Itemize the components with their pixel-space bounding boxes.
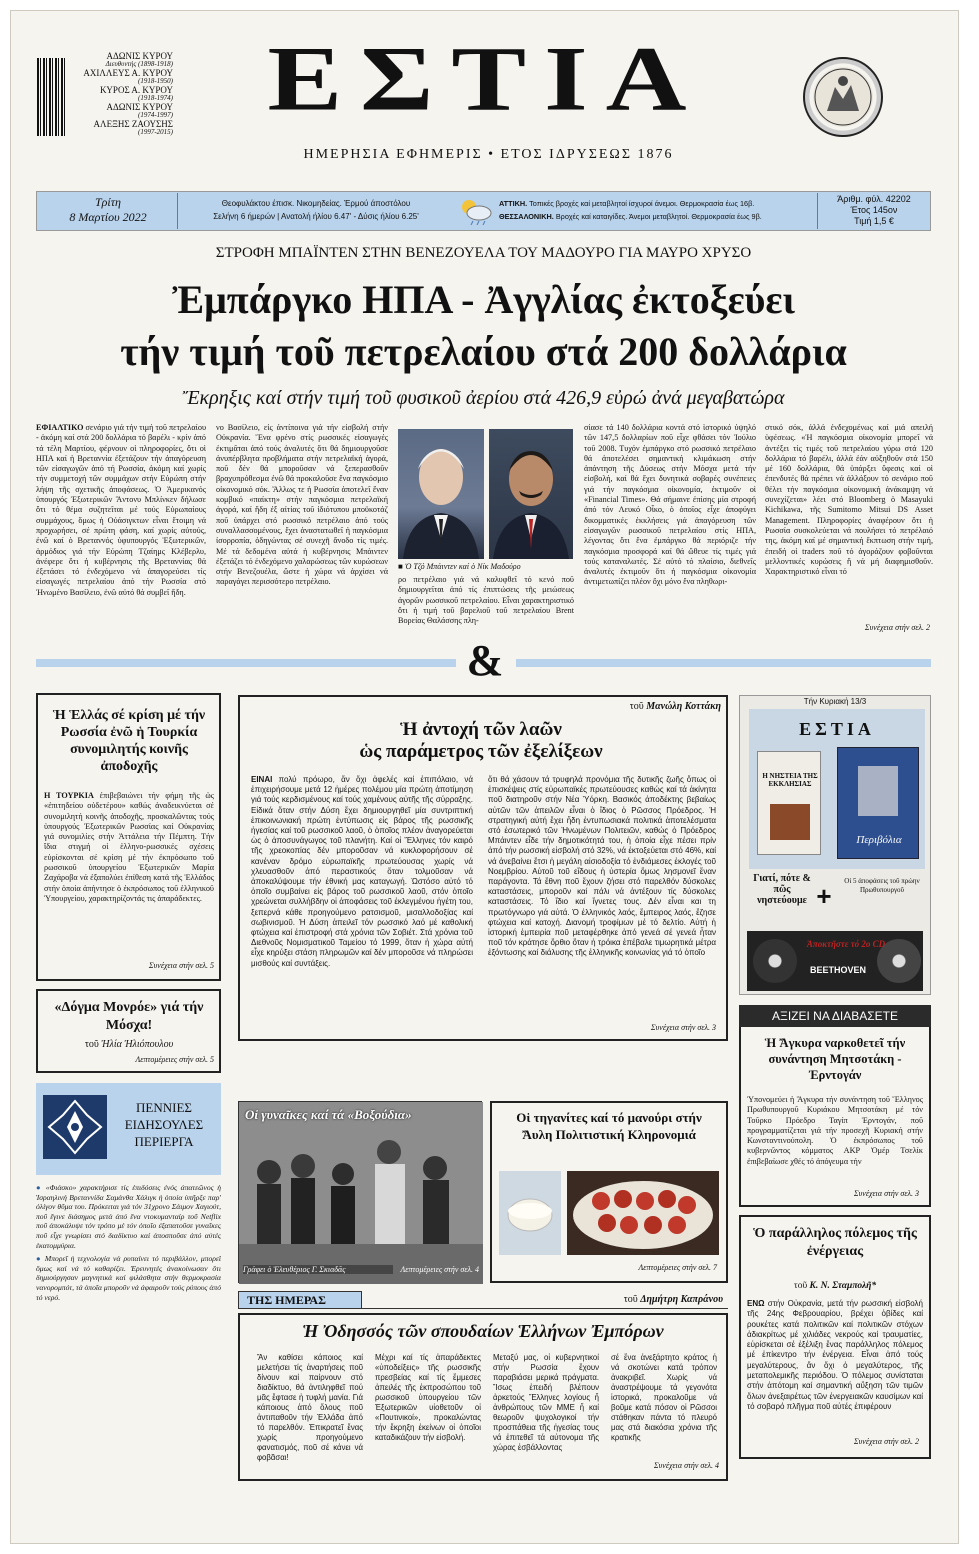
lead-column-1: [36, 423, 206, 637]
today-byline: [531, 1294, 723, 1305]
weather-thess: Βροχές καί καταιγίδες. Άνεμοι μεταβλητοί. Θερμοκρασία έως 9β.: [555, 212, 762, 221]
opinion-column-1: [251, 775, 473, 1031]
book-cover-fasting: [757, 751, 821, 855]
today-column-3: [493, 1353, 599, 1469]
photo-caption-text: Ὁ Τζό Μπάιντεν καί ὁ Νίκ Μαδούρο: [404, 562, 521, 571]
newspaper-subtitle: ΗΜΕΡΗΣΙΑ ΕΦΗΜΕΡΙΣ • ΕΤΟΣ ΙΔΡΥΣΕΩΣ 1876: [303, 147, 674, 162]
opinion-title-line2: ὡς παράμετρος τῶν ἐξελίξεων: [359, 741, 603, 762]
barcode: [37, 58, 65, 136]
photo-biden: [398, 429, 484, 559]
calendar-info: [181, 197, 451, 223]
energy-war-continuation[interactable]: Συνέχεια στήν σελ. 2: [853, 1437, 919, 1446]
cheese-photo: [499, 1171, 561, 1255]
lead-headline-line1: Ἐμπάργκο ΗΠΑ - Ἀγγλίας ἐκτοξεύει: [172, 277, 795, 322]
editors-list: [73, 51, 173, 136]
weather-forecast: [499, 197, 817, 223]
left-box-greece-continuation[interactable]: Συνέχεια στήν σελ. 5: [148, 961, 214, 970]
today-column-2: [375, 1353, 481, 1469]
divider-left: [36, 659, 456, 667]
seal-icon: [803, 57, 883, 137]
editor-role: (1997-2015): [138, 128, 173, 136]
today-column-4: [611, 1353, 717, 1457]
photo-maduro: [489, 429, 573, 559]
lead-column-3: [398, 575, 574, 637]
photo-caption: ■ Ὁ Τζό Μπάιντεν καί ὁ Νίκ Μαδούρο: [398, 562, 521, 571]
byline-prefix: τοῦ: [793, 1281, 808, 1291]
must-read-text: Ὑπονομεύει ἡ Ἄγκυρα τήν συνάντηση τοῦ Ἕλληνος Πρωθυπουργοῦ Κυριάκου Μητσοτάκη μέ τόν Τοῦρκο Πρόεδρο Ταγίπ Ἐρντογάν, ποῦ προγραμματίζεται γιά τήν προσεχῆ Κυριακή στήν Κωνσταντινούπολη. Ὁ ἐκπρόσωπος τοῦ κυβερνῶντος κόμματος ΑΚΡ Ὁμέρ Τσελίκ ἐπιβεβαίωσε χθές τό ἀπόγευμα τήν: [747, 1095, 923, 1166]
opinion-text: ὅτι θά χάσουν τά τρυφηλά προνόμια τῆς δυτικῆς ζωῆς ὅπως οἱ ἐπισκέψεις στίς εὐρωπαϊκές πρωτεύουσες καθώς καί τά ἀκίνητα ποῦ διατηροῦν στήν Νέα Ὑόρκη. Βασικός ἀποδέκτης βεβαίως αὐτῶν τῶν ἀπειλῶν εἶναι ὁ ἴδιος ὁ Ρῶσσος Πρόεδρος. Ἡ στρατηγική αὐτή ἔχει ἤδη ἐντυπωσιακά πολιτικά ἀποτελέσματα στό ἐσωτερικό τῶν Ἡνωμένων Πολιτειῶν, καθώς ὁ Πρόεδρος Μπάιντεν εἶδε τήν δημοτικότητά του, ἡ ὁποία εἶχε πέσει πρίν ἀπό τήν ρωσσική εἰσβολή στό 32%, νά ἐκτοξεύεται στό 46%, καί νά ἀνεβαίνει ἔτσι ἡ μεγάλη αἰσιοδοξία τό ἐνδιάμεσες ἐκλογές τοῦ Νοεμβρίου. Αὐτοῦ τοῦ εἴδους ἡ ὑστερία ὅμως λησμονεῖ ἕναν παράγοντα. Τά ἔθνη ποῦ ἔχουν ζήσει στό παρελθόν δύσκολες καταστάσεις, μποροῦν καί πάλι νά ἀντέξουν τίς δύσκολες καταστάσεις. Τό ἴδιο καί ἴγνετες τους. Δέν εἶναι και τη πρωτόγνωρο γιά αὐτά. Ὁ ἑλληνικός λαός, ἔμπειρος λαός, ἔζησε φτώχεια καί κατοχή. Διανομή τροφίμων μέ τό δελτίο. Αὐτή ἡ ἱστορική ἐμπειρία ποῦ μεταφέρθηκε ἀπό γενεά σέ γενεά ἦταν ποῦ τόν κράτησε ὄρθιο ὅταν ἡ τρόικα ἐπέβαλε τιμωρητικά μέτρα ἐξόντωσης καί διάλυσης τῆς ἑλληνικῆς κοινωνίας γιά τό ὁποῖο: [488, 775, 716, 958]
byline-prefix: τοῦ: [84, 1039, 99, 1050]
left-box-greece-text: ἐπιβεβαιώνει τήν φήμη τῆς ὡς «ἐπιτηδείου οὐδετέρου» καθώς ἀναδεικνύεται σέ συνομιλητή κοινῆς ἀποδοχῆς, προσκαλῶντας τούς ὑπουργούς Ἐξωτερικῶν Ρωσσίας καί Οὐκρανίας γιά συνομιλίες στήν Ἀττάλεια τήν Πέμπτη. Τήν ἴδια στιγμή οἱ ἑλληνο-ρωσσικές σχέσεις εὑρίσκονται σέ κρίση μέ τήν ἐκπρόσωπο τοῦ ρωσσικοῦ ὑπουργείου Ἐξωτερικῶν Μαρία Ζαχάροβα νά ἐξαπολύει ἐπίθεση κατά τῆς Ἑλλάδος στήν ὁποία ἀπήντησε ὁ ἐκπρόσωπος τοῦ ἑλληνικοῦ Ὑπουργείου, χαρακτηρίζοντάς τις ἀπαράδεκτες.: [44, 791, 214, 903]
promo-mini-title: ΕΣΤΙΑ: [799, 719, 875, 739]
lead-column-2: [216, 423, 388, 637]
date: 8 Μαρτίου 2022: [69, 210, 147, 224]
must-read-body: [747, 1095, 923, 1181]
editor-role: (1974-1997): [138, 111, 173, 119]
lead-column-lead-word: ΕΦΙΑΛΤΙΚΟ: [36, 423, 84, 432]
saints-day: Θεοφυλάκτου έπισκ. Νικομηδείας. Έρμού άποστόλου: [221, 199, 411, 208]
byline-author: Δημήτρη Καπράνου: [640, 1294, 723, 1305]
promo-header: Τήν Κυριακή 13/3: [803, 697, 867, 706]
energy-war-text: στήν Οὐκρανία, μετά τήν ρωσσική εἰσβολή τῆς 24ης Φεβρουαρίου, βρέχει ὀβίδες καί ρουκέτες κατά πολιτικῶν καί πολιτικῶν στόχων ἀδιακρίτως μέ χιλιάδες νεκρούς καί τραυματίες, εὑρίσκεται σέ ἐξέλιξη ἕνας παράλληλος πόλεμος μέ ἐπίκεντρο τήν ἐνέργεια. Εἶναι ἀπό τούς μεγαλύτερους, ἄν ὄχι ὁ μεγαλύτερος, τῆς μεταπολεμικῆς περιόδου. Ὁ πόλεμος συνίσταται στήν ἀπότομη καί σημαντική αὔξηση τῶν τιμῶν ὅλων ἀνεξαιρέτως τῶν ἐνεργειακῶν καυσίμων καί τό σοβαρό πλῆγμα ποῦ αὐτές ἐπιφέρουν: [747, 1299, 923, 1411]
book-title: Η ΝΗΣΤΕΙΑ ΤΗΣ ΕΚΚΛΗΣΙΑΣ: [762, 772, 818, 788]
newspaper-front-page: [10, 10, 959, 1544]
voxoudia-title: Οἱ γυναῖκες καί τά «Βοξούδια»: [245, 1107, 412, 1122]
weather-attica: Τοπικές βροχές καί μεταβλητοί ίσχυροί άνεμοι. Θερμοκρασία έως 16β.: [529, 199, 755, 208]
cd-brand: BEETHOVEN: [809, 965, 866, 975]
must-read-header-text: ΑΞΙΖΕΙ ΝΑ ΔΙΑΒΑΣΕΤΕ: [772, 1009, 898, 1023]
lead-subhead: Ἔκρηξις καί στήν τιμή τοῦ φυσικοῦ ἀερίου στά 426,9 εὐρώ ἀνά μεγαβατώρα: [182, 387, 785, 409]
editor-name: ΑΧΙΛΛΕΥΣ Α. ΚΥΡΟΥ: [83, 68, 173, 78]
ampersand-divider: &: [466, 636, 504, 685]
editor-name: ΑΛΕΞΗΣ ΖΑΟΥΣΗΣ: [93, 119, 173, 129]
editor-role: (1918-1950): [138, 77, 173, 85]
voxoudia-photo: [238, 1101, 482, 1283]
pancakes-continuation[interactable]: Λεπτομέρειες στήν σελ. 7: [638, 1263, 717, 1272]
left-box-monroe-continuation[interactable]: Λεπτομέρειες στήν σελ. 5: [135, 1055, 214, 1064]
pennies-item: ● Μπορεῖ ἡ τεχνολογία νά ρυπαίνει τό περιβάλλον, μπορεῖ ὅμως καί νά τό καθαρίζει. Ἐρευνητές ἀνακοίνωσαν ὅτι δημιούργησαν μαγνητικά καί φιλάσθητα στήν θερμοκρασία νανορομπότ, τά ὁποῖα μποροῦν νά ἀφαιροῦν τούς ρύπους ἀπό τό νερό.: [36, 1254, 221, 1302]
editor-name: ΚΥΡΟΣ Α. ΚΥΡΟΥ: [99, 85, 173, 95]
promo-right-caption: Οἱ 5 ἀποφάσεις τοῦ πρώην Πρωθυπουργοῦ: [844, 877, 920, 894]
left-box-greece-lead: Η ΤΟΥΡΚΙΑ: [44, 791, 94, 800]
weekday: Τρίτη: [94, 195, 121, 209]
byline-author: Κ. Ν. Σταμπολῆ*: [809, 1281, 877, 1291]
editor-name: ΑΔΩΝΙΣ ΚΥΡΟΥ: [106, 51, 173, 61]
opinion-text: πολύ πρόωρο, ἄν ὄχι ἀφελές καί ἐπιπόλαιο, νά ἐπιχειρήσουμε μετά 12 ἡμέρες πολέμου μία πρώτη ἀποτίμηση γιά τούς κερδισμένους καί τούς χαμένους αὐτῆς τῆς σύρραξης. Εἰδικά ὅταν στήν Δύση ἔχει δημιουργηθεῖ μία συντριπτική ἐπικοινωνιακή πρώτη ἐντύπωσις εἰς βάρος τῆς ρωσσικῆς ἡγεσίας καί τοῦ ρωσσικοῦ λαοῦ, ὁ ὁποῖος πλέον ἀναγορεύεται ὡς ὁ ἀποσυνάγωγος τοῦ πλανήτη. Καί οἱ Ἕλληνες τόν καιρό τῆς χρεοκοπίας δέν μποροῦσαν νά κυκλοφορήσουν σέ κανέναν δρόμο εὐρωπαϊκῆς πρωτεύουσας χωρίς νά χλευασθοῦν ἀπό περαστικούς ὅταν τολμοῦσαν νά ἀποκαλύψουμε τήν ἐθνική μας καταγωγή. Ὡστόσο αὐτό τό ὁποῖο συμβαίνει εἰς βάρος τοῦ ρωσσικοῦ λαοῦ, στόν ὁποῖο χρεώνεται συλλήβδην οἱ ἀποφάσεις τοῦ ἐκλεγμένου ἡγέτη του, ξεπερνά κάθε προηγούμενο ρατσισμοῦ, μισαλλοδοξίας καί σωβινισμοῦ. Ἡ Δύση ἀπειλεῖ τόν ρωσσικό λαό μέ καθολική φτώχεια καί ἐπιστροφή στά χρόνια τῶν Σοβιέτ. Στά χρόνια τοῦ Διεθνοῦς Νομισματικοῦ Ταμείου τό 1999, ὅταν ἡ χώρα αὐτή εἶχε κηρύξει στάση πληρωμῶν καί δέν μποροῦσε νά πληρώσει μισθούς καί συντάξεις.: [251, 775, 473, 968]
date-block: [39, 195, 177, 225]
book-cover-gardens: [837, 747, 919, 859]
cd-label: Ἀποκτῆστε τό 2ο CD: [806, 939, 886, 949]
issue-info: [819, 194, 929, 227]
today-text: Ἄν καθίσει κάποιος καί μελετήσει τίς ἀναρτήσεις ποῦ δίνουν καί παίρνουν στό διαδίκτυο, θά ἀντιληφθεῖ πού μᾶς ἔφτασε ἡ τυφλή μανία. Γιά κάποιους ἀπό ὅλους ποῦ ἀντιπαθοῦν τήν Ἑλλάδα ἀπό τό παρελθόν. Ἐπικρατεῖ ἕνας χωρίς προηγούμενο φανατισμός, ποῦ σέ κάνει νά φοβᾶσαι!: [257, 1353, 363, 1462]
today-continuation[interactable]: Συνέχεια στήν σελ. 4: [653, 1461, 719, 1470]
today-text: Μεταξύ μας, οἱ κυβερνητικοί στήν Ρωσσία ἔχουν παραβιάσει μερικά πράγματα. Ἴσως ἐπειδή βλέπουν ἀρκετούς Ἕλληνες λογίους ἤ ἀνθρώπους τῶν ΜΜΕ ἤ καί θεωροῦν ψυχολογικοί τήν προσπάθεια τῆς ἡγεσίας τους νά ἐπιτεθεῖ τά αὐτονομα τῆς χώρας ἐσβάλλοντας: [493, 1353, 599, 1452]
byline-prefix: τοῦ: [623, 1294, 638, 1305]
lead-continuation[interactable]: Συνέχεια στήν σελ. 2: [864, 623, 930, 632]
pennies-item-text: Μπορεῖ ἡ τεχνολογία νά ρυπαίνει τό περιβάλλον, μπορεῖ ὅμως καί νά τό καθαρίζει. Ἐρευνητές ἀνακοίνωσαν ὅτι δημιούργησαν μαγνητικά καί φιλάσθητα στήν θερμοκρασία νανορομπότ, τά ὁποῖα μποροῦν νά ἀφαιροῦν τούς ρύπους ἀπό τό νερό.: [36, 1254, 221, 1302]
pennies-badge-title: ΠΕΝΝΙΕΣ ΕΙΔΗΣΟΥΛΕΣ ΠΕΡΙΕΡΓΑ: [124, 1100, 204, 1149]
byline-prefix: τοῦ: [629, 701, 644, 712]
lead-column-text: στικό σόκ, ἀλλά ἐνδεχομένως καί μιά απειλή ὑφέσεως. «Ἡ παγκόσμια οἰκονομία μπορεῖ νά ἀντέξει τίς τιμές τοῦ πετρελαίου γύρω στά 120 δολλάρια τό βαρέλι, ἀλλά ἐάν αὐξηθοῦν στά 150 μέ 160 δολλάρια, θά ὑπάρξει ὕφεσις καί οἱ ἐπενδυτές θά πρέπει νά ἀλλάξουν τό σενάριο ποῦ θέλει τήν παγκόσμια οἰκονομική ἀνάκαμψη νά συνεχίζεται» λέει στό Bloomberg ὁ Masayuki Kichikawa, τῆς Sumitomo Mitsui DS Asset Management. Πληροφορίες ἀναφέρουν ὅτι ἡ Ρωσσία συσκολεύεται νά πουλήσει τό πετρέλαιό της, ἀκόμη καί μέ σημαντική ἔκπτωση στήν τιμή, ἐπειδή οἱ traders ποῦ τό ἀγοράζουν φοβοῦνται μελλοντικές κυρώσεις ἤ νά μή διαφημισθοῦν. Χαρακτηριστικό εἶναι τό: [765, 423, 933, 577]
issue-number: Άριθμ. φύλ. 42202: [837, 194, 911, 204]
lead-column-text: ρο πετρέλαιο γιά νά καλυφθεῖ τό κενό ποῦ δημιουργεῖται ἀπό τίς ἐπιπτώσεις τῆς μειώσεως ἀγορῶν ρωσσικοῦ πετρελαίου. Εἶναι χαρακτηριστικό ὅτι ἡ τιμή τοῦ βαρελιοῦ τοῦ πετρελαίου Brent Βορείας Θαλάσσης πλη-: [398, 575, 574, 626]
today-header-label: ΤΗΣ ΗΜΕΡΑΣ: [247, 1293, 326, 1307]
weather-icon: [457, 195, 495, 225]
promo-left-caption: Γιατί, πότε & πῶς νηστεύουμε: [753, 873, 811, 906]
today-text: Μέχρι καί τίς ἀπαράδεκτες «ὑποδείξεις» τῆς ρωσσικῆς πρεσβείας καί τίς ἔμμεσες ἀπειλές τῆς ἐκπροσώπου τοῦ ρωσσικοῦ ὑπουργείου τῶν Ἐξωτερικῶν υἱοθετοῦν οἱ «Πουτινικοί», προκαλώντας τήν ἔκρηξη ἐκείνων οἱ ὁποῖοι καταδικάζουν τήν εἰσβολή.: [375, 1353, 481, 1442]
must-read-continuation[interactable]: Συνέχεια στήν σελ. 3: [853, 1189, 919, 1198]
today-text: σέ ἕνα ἀνεξάρτητο κράτος ἡ νά σκοτώνει κατά τρόπον ἀνακριβεῖ. Χωρίς νά ἀναστρέψουμε τά γεγονότα ἱστορικά, προκαλοῦμε νά βοῦμε κατά πόσον οἱ Ρῶσσοι στάθηκαν πάντα τό πλευρό μας στά διακόσια χρόνια τῆς κρατικῆς: [611, 1353, 717, 1442]
ornament-icon: [43, 1095, 107, 1159]
editor-name: ΑΔΩΝΙΣ ΚΥΡΟΥ: [106, 102, 173, 112]
pennies-body: [36, 1183, 221, 1445]
issue-year: Έτος 145ον: [850, 205, 898, 215]
must-read-title: Ἡ Ἄγκυρα ναρκοθετεῖ τήν συνάντηση Μητσοτάκη - Ἐρντογάν: [764, 1036, 906, 1082]
byline-author: Μανώλη Κοττάκη: [646, 701, 721, 712]
book-title: Περιβόλια: [856, 834, 902, 846]
today-title: Ἡ Ὀδησσός τῶν σπουδαίων Ἑλλήνων Ἐμπόρων: [302, 1321, 664, 1341]
pancakes-title: Οἱ τηγανίτες καί τό μανούρι στήν Ἄυλη Πολιτιστική Κληρονομιά: [516, 1110, 702, 1142]
today-column-1: [257, 1353, 363, 1469]
voxoudia-continuation[interactable]: Λεπτομέρειες στήν σελ. 4: [400, 1265, 479, 1274]
energy-war-body: [747, 1299, 923, 1435]
lead-column-5: [765, 423, 933, 623]
energy-war-lead: ΕΝΩ: [747, 1299, 765, 1308]
issue-price: Τιμή 1,5 €: [854, 216, 894, 226]
opinion-continuation[interactable]: Συνέχεια στήν σελ. 3: [650, 1023, 716, 1032]
left-box-greece-title: Ἡ Ἑλλάς σέ κρίση μέ τήν Ρωσσία ἐνῶ ἡ Τουρκία συνομιλητής κοινῆς ἀποδοχῆς: [52, 708, 206, 774]
opinion-column-2: [488, 775, 716, 1019]
opinion-lead-word: ΕΙΝΑΙ: [251, 775, 273, 784]
byline-author: Ἠλία Ἠλιόπουλου: [101, 1039, 174, 1050]
pennies-item-text: «Φιάσκο» χαρακτήρισε τίς ἐπιδόσεις ἐνός ἀπατεῶνος ἡ Ἱσραηλινή Βρεταννίδα Σαμάνθα Χάλιγκ ἡ ὁποία ὑπῆρξε παρ' ὀλίγον θῦμα του. Πρόκειται γιά τόν 31χρονο Σάιμον Χαγιούτ, ποῦ ἔγινε διάσημος μετά ἀπό ἕνα ντοκυμανταίρ τοῦ Netflix ποῦ ἀποκάλυψε τόν τρόπο μέ τόν ὁποῖο ἐξαπατοῦσε γυναῖκες ποῦ εἶχε γνωρίσει στό διαδίκτυο καί ἀποσποῦσε ἀπό αὐτές ἑκατομμύρια.: [36, 1183, 221, 1250]
lead-headline-line2: τήν τιμή τοῦ πετρελαίου στά 200 δολλάρια: [120, 329, 847, 374]
left-box-greece-body: [44, 791, 214, 957]
lead-column-text: σενάριο γιά τήν τιμή τοῦ πετρελαίου - ἀκόμη καί στά 200 δολλάρια τό βαρέλι - κρίν ἀπό τά τέλη Μαρτίου, φέρνουν οἱ πληροφορίες, ὅτι οἱ ΗΠΑ καί ἡ Βρεταννία ἐξετάζουν τήν ἀπαγόρευση τῶν εἰσαγωγῶν ἀπό τή Ρωσσία, ἀκόμη καί χωρίς τήν συμμετοχή τῶν συμμάχων στήν Εὐρώπη στήν λήψη τῆς σχετικῆς ἀποφάσεως. Ὁ Ἀμερικανός ὑπουργός Ἐξωτερικῶν Ἄντονυ Μπλίνκεν δήλωσε ὅτι τό θέμα συζητεῖται μέ τούς Εὐρωπαίους συμμάχους, ὅμως ἡ Οὐάσιγκτων εἶναι ἕτοιμη νά προχωρήσει, σέ πρώτη φάση, καί χωρίς αὐτούς, ἐνῶ καί ὁ Βρεταννός ὑφυπουργός Ἐξωτερικῶν, ἁρμόδιος γιά τήν Εὐρώπη Τζαίημς Κλέβερλυ, ἀνέφερε ὅτι ἡ κυβέρνησις τῆς Βρεταννίας θά ἐξετάσει τό ἐνδεχόμενο νά ἀπαγορεύσει τίς εἰσαγωγές πετρελαίου ἀπό τήν Ρωσσία στό Ἠνωμένο Βασίλειο, ἐνῶ αὐτό θά συμβεῖ ἤδη.: [36, 423, 206, 597]
newspaper-title: ΕΣΤΙΑ: [267, 28, 705, 131]
left-box-monroe-title: «Δόγμα Μονρόε» γιά τήν Μόσχα!: [54, 1000, 204, 1033]
left-box-monroe-byline: [44, 1039, 214, 1050]
weather-thess-label: ΘΕΣΣΑΛΟΝΙΚΗ.: [499, 212, 554, 221]
lead-column-4: [584, 423, 756, 637]
sun-moon: Σελήνη 6 ήμερών | Ανατολή ήλίου 6.47' - Δύσις ήλίου 6.25': [213, 212, 419, 221]
voxoudia-credit: Γράφει ὁ Ἐλευθέριος Γ. Σκιαδᾶς: [243, 1265, 393, 1274]
pancakes-photo: [567, 1171, 719, 1255]
opinion-byline: [571, 701, 721, 712]
editor-role: Διευθυντής (1898-1918): [105, 60, 173, 68]
lead-kicker: ΣΤΡΟΦΗ ΜΠΑΪΝΤΕΝ ΣΤΗΝ ΒΕΝΕΖΟΥΕΛΑ ΤΟΥ ΜΑΔΟΥΡΟ ΓΙΑ ΜΑΥΡΟ ΧΡΥΣΟ: [215, 245, 752, 261]
editor-role: (1918-1974): [138, 94, 173, 102]
pennies-item: ● «Φιάσκο» χαρακτήρισε τίς ἐπιδόσεις ἐνός ἀπατεῶνος ἡ Ἱσραηλινή Βρεταννίδα Σαμάνθα Χάλιγκ ἡ ὁποία ὑπῆρξε παρ' ὀλίγον θῦμα του. Πρόκειται γιά τόν 31χρονο Σάιμον Χαγιούτ, ποῦ ἔγινε διάσημος μετά ἀπό ἕνα ντοκυμανταίρ τοῦ Netflix ποῦ ἀποκάλυψε τόν τρόπο μέ τόν ὁποῖο ἐξαπατοῦσε γυναῖκες ποῦ εἶχε γνωρίσει στό διαδίκτυο καί ἀποσποῦσε ἀπό αὐτές ἑκατομμύρια.: [36, 1183, 221, 1250]
lead-column-text: νο Βασίλειο, εἰς ἀντίποινα γιά τήν εἰσβολή στήν Οὐκρανία. Ἕνα φρένο στίς ρωσσικές εἰσαγωγές ἐκτιμᾶται ἀπό τούς ἀναλυτές ὅτι θά δημιουργοῦσε ἀνυπέρβλητα προβλήματα στήν πετρελαϊκή ἀγορά, ποῦ δέν θά μποροῦσαν νά ξεπερασθοῦν βραχυπρόθεσμα ἐνῶ θά προκαλοῦσε ἕνα παγκόσμιο οἰκονομικό σόκ. Ἄλλως τε ἡ Ρωσσία ἀποτελεῖ ἕναν κομβικό «παίκτη» στήν παγκόσμια πετρελαϊκή ἀγορά, καί ἤδη ἐξ αἰτίας τοῦ ἰδιότυπου μποϋκοτάζ ποῦ ὑπάρχει στό ρωσσικό πετρέλαιο ἀπό τούς συναλλασσομένους, ἔχει ἀναστατωθεῖ ἡ παγκόσμια ἰσορροπία, ὁδηγώντας σέ συνεχῆ ἄνοδο τίς τιμές. Μέ τά δεδομένα αὐτά ἡ κυβέρνησις Μπάιντεν ἐξετάζει τό ἐνδεχόμενο χαλαρώσεως τῶν κυρώσεων στήν Βενεζουέλα, ὥστε ἡ χώρα νά ἀρχίσει νά παραγάγει περισσότερο πετρέλαιο.: [216, 423, 388, 587]
energy-war-title: Ὁ παράλληλος πόλεμος τῆς ἐνέργειας: [753, 1226, 917, 1259]
lead-column-text: σίασε τά 140 δολλάρια κοντά στό ἱστορικό ὑψηλό τῶν 147,5 δολλαρίων ποῦ εἶχε φθάσει τόν Ἰούλιο τοῦ 2008. Τυχόν ἐμπάργκο στό ρωσσικό πετρέλαιο θά ἀποτελέσει σημαντική κλιμάκωση στήν ἀπάντηση τῆς Δύσεως στήν Μόσχα μετά τήν εἰσβολή, καί θά ἔχει δυνητικά σοβαρές συνέπειες γιά τήν παγκόσμια οἰκονομία, ἐκτιμοῦν οἱ «Financial Times». Θά σήμαινε ἐπίσης μία στροφή ἀπό τόν Λευκό Οἶκο, ὁ ὁποῖος εἶχε ἀποφύγει δικομματικές ἐκκλήσεις γιά ἀπαγόρευση τῶν εἰσαγωγῶν ρωσσικοῦ πετρελαίου στίς ΗΠΑ, λέγοντας ὅτι ἕνα ἐμπάργκο θά περιόριζε τήν παγκόσμια προσφορά καί θά ὤθευε τίς τιμές γιά τούς καταναλωτές. Σέ αὐτό τό πλαίσιο, διεθνεῖς ἀναλυτές ἐκτιμοῦν ὅτι ἡ παγκόσμια οἰκονομία ἀντιμετωπίζει πλέον ὄχι μόνο ἕνα πληθωρι-: [584, 423, 756, 587]
opinion-title-line1: Ἡ ἀντοχή τῶν λαῶν: [400, 719, 562, 740]
plus-icon: +: [816, 881, 832, 911]
divider-right: [516, 659, 931, 667]
weather-attica-label: ΑΤΤΙΚΗ.: [499, 199, 528, 208]
energy-war-byline: [747, 1281, 923, 1291]
